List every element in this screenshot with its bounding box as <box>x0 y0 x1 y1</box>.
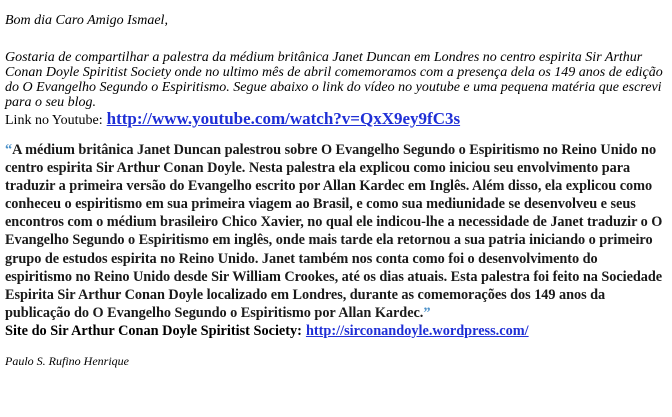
email-body <box>5 12 667 368</box>
quote-close-mark: ” <box>423 304 431 321</box>
youtube-line <box>5 110 667 130</box>
site-label: Site do Sir Arthur Conan Doyle Spiritist Society: <box>5 322 302 339</box>
quote-paragraph <box>5 141 667 322</box>
quote-text: A médium britânica Janet Duncan palestrou sobre O Evangelho Segundo o Espiritismo no Reino Unido no centro espirita Sir Arthur Conan Doyle. Nesta palestra ela explicou como iniciou seu envolvimento para traduzir a primeira versão do Evangelho escrito por Allan Kardec em Inglês. Além disso, ela explicou como conheceu o espiritismo em sua primeira viagem ao Brasil, e como sua mediunidade se desenvolveu e seus encontros com o médium brasileiro Chico Xavier, no qual ele indicou-lhe a necessidade de Janet traduzir o O Evangelho Segundo o Espiritismo em inglês, onde mais tarde ela retornou a sua patria iniciando o primeiro grupo de estudos espirita no Reino Unido. Janet também nos conta como foi o desenvolvimento do espiritismo no Reino Unido desde Sir William Crookes, até os dias atuais. Esta palestra foi feito na Sociedade Espirita Sir Arthur Conan Doyle localizado em Londres, durante as comemorações dos 149 anos da publicação do O Evangelho Segundo o Espiritismo por Allan Kardec. <box>5 142 663 321</box>
intro-paragraph: Gostaria de compartilhar a palestra da médium britânica Janet Duncan em Londres no centro espirita Sir Arthur Conan Doyle Spiritist Society onde no ultimo mês de abril comemoramos com a presença dela os 149 anos de edição do O Evangelho Segundo o Espiritismo. Segue abaixo o link do vídeo no youtube e uma pequena matéria que escrevi para o seu blog. <box>5 50 663 110</box>
quote-open-mark: “ <box>5 142 13 158</box>
youtube-link[interactable]: http://www.youtube.com/watch?v=QxX9ey9fC3s <box>106 109 461 128</box>
greeting: Bom dia Caro Amigo Ismael, <box>5 13 168 28</box>
site-link[interactable]: http://sirconandoyle.wordpress.com/ <box>305 322 529 339</box>
site-line <box>5 322 667 340</box>
youtube-label: Link no Youtube: <box>5 113 103 128</box>
signature: Paulo S. Rufino Henrique <box>5 353 129 368</box>
